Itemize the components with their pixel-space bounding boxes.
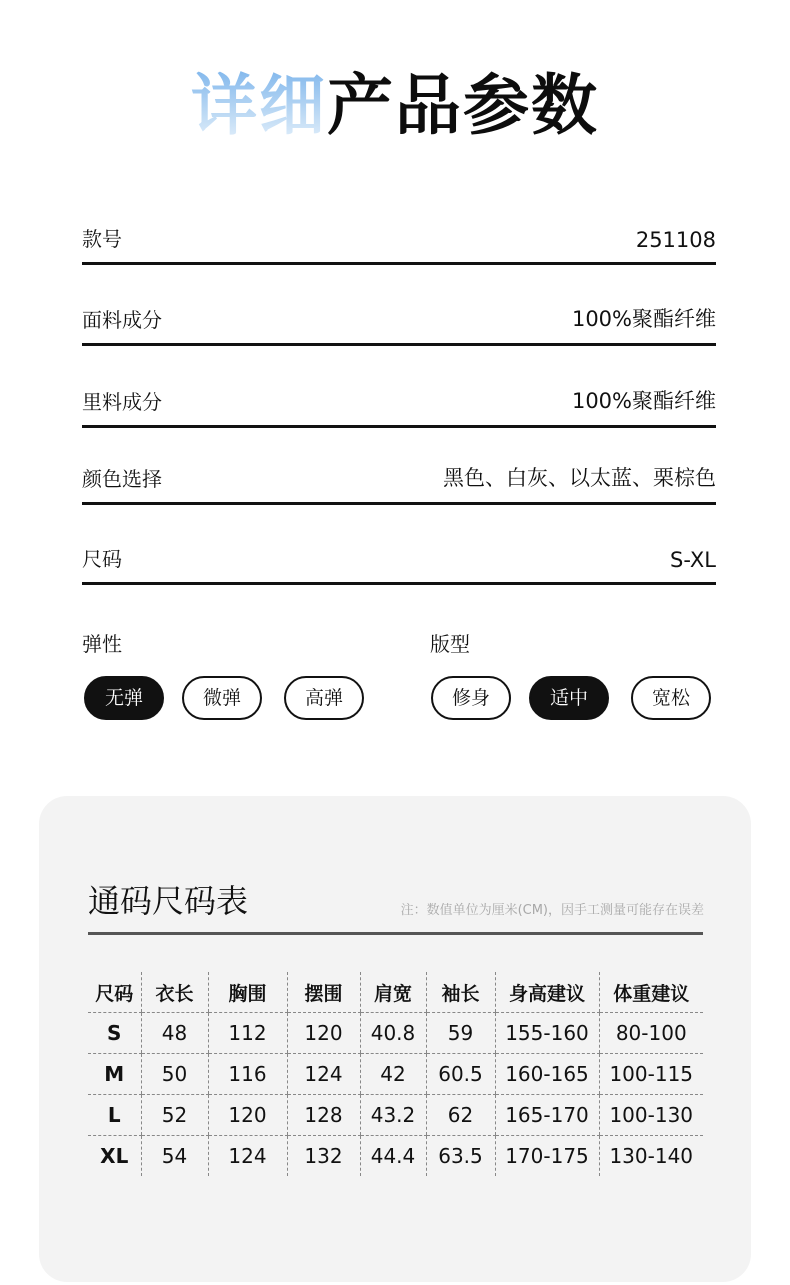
table-cell: 170-175 bbox=[495, 1136, 599, 1177]
table-cell: 43.2 bbox=[360, 1095, 426, 1136]
fit-option-regular: 适中 bbox=[529, 676, 609, 720]
spec-key: 里料成分 bbox=[82, 390, 162, 414]
spec-row-colors bbox=[82, 462, 716, 505]
table-header-cell: 肩宽 bbox=[360, 972, 426, 1013]
table-header-cell: 摆围 bbox=[287, 972, 360, 1013]
table-cell: 116 bbox=[208, 1054, 287, 1095]
table-cell: 155-160 bbox=[495, 1013, 599, 1054]
spec-value: S-XL bbox=[670, 548, 716, 572]
title-accent: 详细 bbox=[191, 67, 327, 144]
table-row bbox=[88, 1013, 703, 1054]
table-cell: 52 bbox=[141, 1095, 208, 1136]
table-cell: 48 bbox=[141, 1013, 208, 1054]
table-cell: S bbox=[88, 1013, 141, 1054]
table-cell: 124 bbox=[208, 1136, 287, 1177]
table-cell: 63.5 bbox=[426, 1136, 495, 1177]
divider bbox=[88, 932, 703, 935]
spec-row-lining bbox=[82, 385, 716, 428]
table-cell: 59 bbox=[426, 1013, 495, 1054]
table-cell: M bbox=[88, 1054, 141, 1095]
size-table bbox=[88, 972, 703, 1176]
table-cell: 128 bbox=[287, 1095, 360, 1136]
spec-row-style-number bbox=[82, 222, 716, 265]
size-chart-title: 通码尺码表 bbox=[88, 882, 249, 920]
spec-key: 面料成分 bbox=[82, 308, 162, 332]
table-cell: 100-130 bbox=[599, 1095, 703, 1136]
table-header-cell: 胸围 bbox=[208, 972, 287, 1013]
table-cell: 100-115 bbox=[599, 1054, 703, 1095]
spec-key: 尺码 bbox=[82, 547, 122, 571]
table-row bbox=[88, 1136, 703, 1177]
spec-key: 颜色选择 bbox=[82, 467, 162, 491]
table-cell: XL bbox=[100, 1144, 129, 1168]
table-cell: 44.4 bbox=[360, 1136, 426, 1177]
table-cell: 132 bbox=[287, 1136, 360, 1177]
table-row bbox=[88, 1054, 703, 1095]
fit-option-slim: 修身 bbox=[431, 676, 511, 720]
elasticity-option-high: 高弹 bbox=[284, 676, 364, 720]
table-header-cell: 尺码 bbox=[88, 972, 141, 1013]
table-header-cell: 衣长 bbox=[141, 972, 208, 1013]
elasticity-option-none: 无弹 bbox=[84, 676, 164, 720]
elasticity-label: 弹性 bbox=[82, 632, 122, 656]
title-main: 产品参数 bbox=[327, 67, 599, 144]
elasticity-option-slight: 微弹 bbox=[182, 676, 262, 720]
table-cell: 50 bbox=[141, 1054, 208, 1095]
spec-key: 款号 bbox=[82, 227, 122, 251]
table-cell: 62 bbox=[426, 1095, 495, 1136]
spec-value: 黑色、白灰、以太蓝、栗棕色 bbox=[443, 466, 716, 490]
table-cell: 42 bbox=[360, 1054, 426, 1095]
table-cell: L bbox=[88, 1095, 141, 1136]
table-cell: 80-100 bbox=[599, 1013, 703, 1054]
table-cell: 124 bbox=[287, 1054, 360, 1095]
table-cell: 54 bbox=[141, 1136, 208, 1177]
spec-value: 100%聚酯纤维 bbox=[571, 307, 716, 331]
table-header-cell: 体重建议 bbox=[599, 972, 703, 1013]
table-cell: 60.5 bbox=[426, 1054, 495, 1095]
table-cell: 130-140 bbox=[599, 1136, 703, 1177]
table-cell: 112 bbox=[208, 1013, 287, 1054]
table-cell: 160-165 bbox=[495, 1054, 599, 1095]
table-cell: 120 bbox=[208, 1095, 287, 1136]
table-header-row bbox=[88, 972, 703, 1013]
spec-row-size bbox=[82, 542, 716, 585]
page-title bbox=[0, 66, 790, 146]
table-row bbox=[88, 1095, 703, 1136]
table-cell: 120 bbox=[287, 1013, 360, 1054]
spec-value: 100%聚酯纤维 bbox=[571, 389, 716, 413]
table-header-cell: 袖长 bbox=[426, 972, 495, 1013]
spec-value: 251108 bbox=[635, 228, 716, 252]
size-chart-note: 注：数值单位为厘米(CM)，因手工测量可能存在误差 bbox=[400, 903, 704, 918]
table-header-cell: 身高建议 bbox=[495, 972, 599, 1013]
fit-option-loose: 宽松 bbox=[631, 676, 711, 720]
spec-row-fabric bbox=[82, 303, 716, 346]
fit-label: 版型 bbox=[430, 632, 470, 656]
size-chart-panel bbox=[39, 796, 751, 1282]
table-cell: 165-170 bbox=[495, 1095, 599, 1136]
table-cell: 40.8 bbox=[360, 1013, 426, 1054]
